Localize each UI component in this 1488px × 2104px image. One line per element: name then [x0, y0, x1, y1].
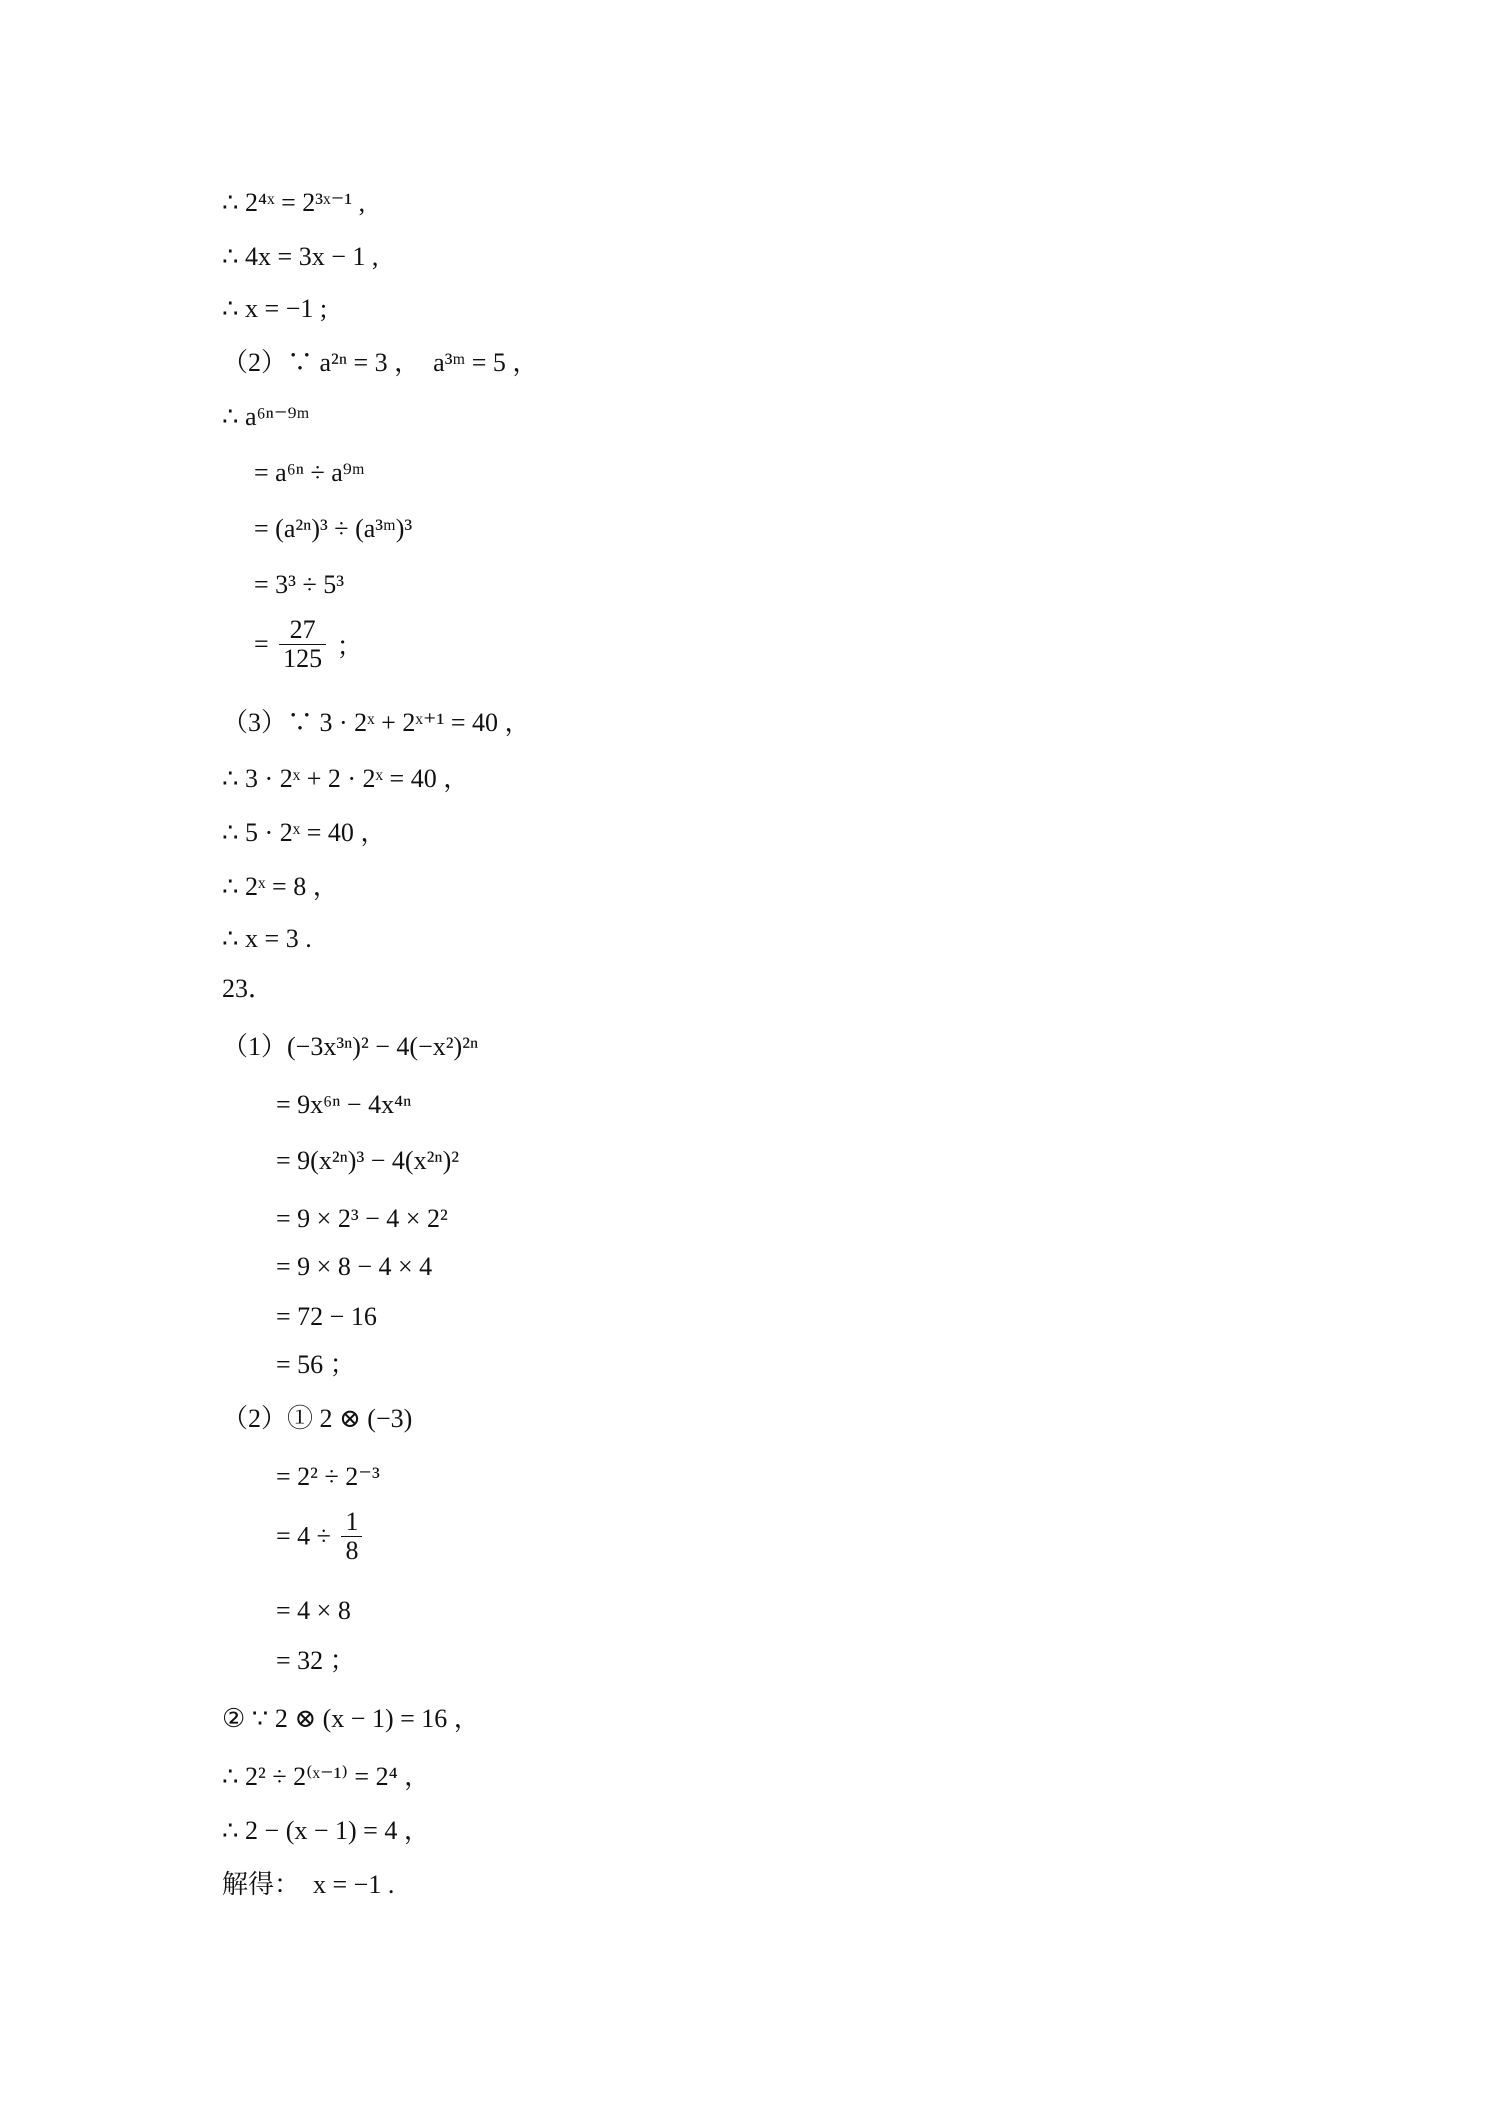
- fraction-1-prefix: =: [254, 629, 276, 659]
- line-21-text: = 56 ；: [276, 1350, 356, 1379]
- line-30: [222, 1868, 394, 1902]
- line-17: [276, 1144, 459, 1178]
- line-26-text: = 32 ；: [276, 1646, 356, 1675]
- line-20: [276, 1300, 377, 1334]
- problem-number-text: 23．: [222, 974, 275, 1003]
- fraction-1-numerator: 27: [289, 615, 316, 644]
- line-2-text: ∴ 4x = 3x − 1 ,: [222, 242, 379, 271]
- line-6-text: = a⁶ⁿ ÷ a⁹ᵐ: [254, 458, 365, 487]
- line-19-text: = 9 × 8 − 4 × 4: [276, 1252, 433, 1281]
- line-12-text: ∴ 2ˣ = 8 ，: [222, 872, 339, 901]
- line-25-text: = 4 × 8: [276, 1596, 351, 1625]
- fraction-2-numerator: 1: [345, 1507, 359, 1536]
- line-28-text: ∴ 2² ÷ 2⁽ˣ⁻¹⁾ = 2⁴ ，: [222, 1762, 431, 1791]
- line-5: [222, 400, 309, 434]
- line-25: [276, 1594, 351, 1628]
- line-10-text: ∴ 3 · 2ˣ + 2 · 2ˣ = 40 ，: [222, 764, 470, 793]
- line-11: [222, 816, 386, 850]
- problem-number: [222, 972, 274, 1006]
- line-29: [222, 1814, 430, 1848]
- line-7: [254, 512, 412, 546]
- line-22: [222, 1402, 412, 1436]
- line-23-text: = 2² ÷ 2⁻³: [276, 1462, 380, 1491]
- fraction-2-prefix: = 4 ÷: [276, 1521, 338, 1551]
- fraction-1-denominator: 125: [279, 644, 326, 673]
- line-30-text: 解得： x = −1 .: [222, 1870, 395, 1899]
- line-27-text: ② ∵ 2 ⊗ (x − 1) = 16 ，: [222, 1704, 480, 1733]
- line-29-text: ∴ 2 − (x − 1) = 4 ，: [222, 1816, 430, 1845]
- line-12: [222, 870, 339, 904]
- fraction-2: [341, 1508, 362, 1565]
- line-22-text: （2）① 2 ⊗ (−3): [222, 1404, 413, 1433]
- line-10: [222, 762, 469, 796]
- line-18-text: = 9 × 2³ − 4 × 2²: [276, 1204, 448, 1233]
- line-9: [222, 706, 531, 740]
- line-17-text: = 9(x²ⁿ)³ − 4(x²ⁿ)²: [276, 1146, 460, 1175]
- line-13-text: ∴ x = 3 .: [222, 924, 312, 953]
- line-18: [276, 1202, 448, 1236]
- line-4-text: （2）∵ a²ⁿ = 3 ， a³ᵐ = 5 ，: [222, 348, 539, 377]
- line-26: [276, 1644, 356, 1678]
- line-9-text: （3）∵ 3 · 2ˣ + 2ˣ⁺¹ = 40 ，: [222, 708, 531, 737]
- line-20-text: = 72 − 16: [276, 1302, 377, 1331]
- line-13: [222, 922, 312, 956]
- line-4: [222, 346, 538, 380]
- line-23: [276, 1460, 380, 1494]
- line-6: [254, 456, 365, 490]
- line-8: [254, 568, 344, 602]
- line-1-text: ∴ 2⁴ˣ = 2³ˣ⁻¹ ,: [222, 188, 366, 217]
- line-8-text: = 3³ ÷ 5³: [254, 570, 345, 599]
- line-3-text: ∴ x = −1 ;: [222, 294, 328, 323]
- fraction-1-8: [276, 1508, 366, 1565]
- line-27: [222, 1702, 480, 1736]
- line-15-text: （1）(−3x³ⁿ)² − 4(−x²)²ⁿ: [222, 1032, 479, 1061]
- fraction-2-denominator: 8: [341, 1536, 362, 1565]
- fraction-1-suffix: ；: [330, 632, 363, 661]
- line-3: [222, 292, 327, 326]
- line-15: [222, 1030, 478, 1064]
- fraction-1: [279, 616, 326, 673]
- line-7-text: = (a²ⁿ)³ ÷ (a³ᵐ)³: [254, 514, 413, 543]
- line-1: [222, 186, 365, 220]
- line-28: [222, 1760, 430, 1794]
- line-19: [276, 1250, 432, 1284]
- line-11-text: ∴ 5 · 2ˣ = 40 ，: [222, 818, 387, 847]
- line-2: [222, 240, 378, 274]
- line-5-text: ∴ a⁶ⁿ⁻⁹ᵐ: [222, 402, 310, 431]
- line-16-text: = 9x⁶ⁿ − 4x⁴ⁿ: [276, 1090, 412, 1119]
- line-16: [276, 1088, 411, 1122]
- line-21: [276, 1348, 356, 1382]
- fraction-27-125: [254, 616, 363, 673]
